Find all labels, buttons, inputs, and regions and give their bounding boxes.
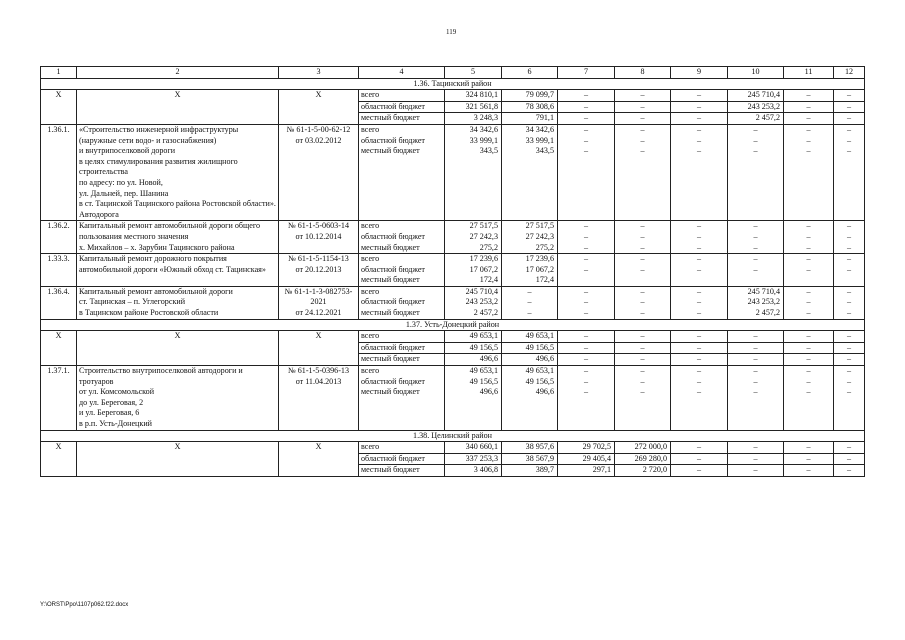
- value-cell: 337 253,3: [445, 453, 502, 465]
- budget-type-cell: областной бюджет: [359, 453, 445, 465]
- column-header: 5: [445, 67, 502, 79]
- value-cell: 17 239,6 17 067,2 172,4: [502, 254, 558, 287]
- budget-type-cell: всего: [359, 90, 445, 102]
- value-cell: –: [834, 331, 865, 343]
- column-header: 11: [784, 67, 834, 79]
- value-cell: –: [671, 465, 728, 477]
- budget-table: [40, 66, 865, 477]
- item-name-cell: Капитальный ремонт автомобильной дороги общего пользования местного значения х. Михайлов – х. Зарубин Тацинского района: [77, 221, 279, 254]
- table-row: [41, 366, 865, 431]
- value-cell: – – –: [671, 366, 728, 431]
- column-header: 4: [359, 67, 445, 79]
- item-name-cell: Капитальный ремонт автомобильной дороги ст. Тацинская – п. Углегорский в Тацинском районе Ростовской области: [77, 286, 279, 319]
- document-ref-cell: X: [279, 442, 359, 477]
- value-cell: – – –: [834, 124, 865, 220]
- item-number-cell: 1.36.2.: [41, 221, 77, 254]
- budget-type-cell: местный бюджет: [359, 465, 445, 477]
- value-cell: 340 660,1: [445, 442, 502, 454]
- value-cell: –: [728, 342, 784, 354]
- value-cell: –: [671, 331, 728, 343]
- value-cell: –: [728, 465, 784, 477]
- value-cell: 78 308,6: [502, 101, 558, 113]
- value-cell: –: [671, 442, 728, 454]
- value-cell: –: [558, 113, 615, 125]
- value-cell: – – –: [558, 221, 615, 254]
- section-header-row: [41, 78, 865, 90]
- budget-type-cell: всего областной бюджет местный бюджет: [359, 366, 445, 431]
- column-header: 3: [279, 67, 359, 79]
- section-title: 1.38. Целинский район: [41, 430, 865, 442]
- budget-type-cell: областной бюджет: [359, 342, 445, 354]
- item-name-cell: X: [77, 331, 279, 366]
- document-ref-cell: X: [279, 90, 359, 125]
- value-cell: 34 342,6 33 999,1 343,5: [502, 124, 558, 220]
- budget-type-cell: всего: [359, 442, 445, 454]
- value-cell: – – –: [671, 221, 728, 254]
- value-cell: – – –: [784, 221, 834, 254]
- item-number-cell: X: [41, 442, 77, 477]
- value-cell: – – –: [784, 366, 834, 431]
- value-cell: – – –: [834, 286, 865, 319]
- value-cell: 49 653,1: [445, 331, 502, 343]
- value-cell: 791,1: [502, 113, 558, 125]
- value-cell: 3 406,8: [445, 465, 502, 477]
- value-cell: 29 702,5: [558, 442, 615, 454]
- value-cell: –: [784, 342, 834, 354]
- value-cell: –: [834, 113, 865, 125]
- page-number: 119: [446, 28, 457, 36]
- table-row: [41, 286, 865, 319]
- value-cell: – –: [558, 254, 615, 287]
- value-cell: – – –: [728, 366, 784, 431]
- value-cell: –: [834, 101, 865, 113]
- value-cell: 496,6: [502, 354, 558, 366]
- value-cell: – – –: [558, 366, 615, 431]
- value-cell: –: [671, 342, 728, 354]
- value-cell: – – –: [502, 286, 558, 319]
- value-cell: –: [784, 90, 834, 102]
- document-ref-cell: X: [279, 331, 359, 366]
- value-cell: –: [834, 90, 865, 102]
- item-number-cell: X: [41, 90, 77, 125]
- value-cell: – – –: [558, 124, 615, 220]
- budget-type-cell: всего: [359, 331, 445, 343]
- value-cell: –: [784, 113, 834, 125]
- budget-type-cell: областной бюджет: [359, 101, 445, 113]
- value-cell: –: [558, 354, 615, 366]
- table-row: [41, 442, 865, 454]
- value-cell: –: [558, 331, 615, 343]
- budget-type-cell: всего областной бюджет местный бюджет: [359, 221, 445, 254]
- value-cell: – – –: [834, 221, 865, 254]
- value-cell: –: [784, 101, 834, 113]
- value-cell: 27 517,5 27 242,3 275,2: [502, 221, 558, 254]
- value-cell: 245 710,4 243 253,2 2 457,2: [445, 286, 502, 319]
- value-cell: 17 239,6 17 067,2 172,4: [445, 254, 502, 287]
- value-cell: –: [834, 354, 865, 366]
- column-header: 10: [728, 67, 784, 79]
- value-cell: –: [615, 342, 671, 354]
- value-cell: 49 653,1: [502, 331, 558, 343]
- value-cell: 2 720,0: [615, 465, 671, 477]
- table-row: [41, 221, 865, 254]
- value-cell: –: [728, 331, 784, 343]
- column-header: 9: [671, 67, 728, 79]
- value-cell: –: [784, 354, 834, 366]
- value-cell: –: [671, 113, 728, 125]
- value-cell: – – –: [784, 124, 834, 220]
- column-header: 1: [41, 67, 77, 79]
- value-cell: –: [671, 453, 728, 465]
- value-cell: –: [784, 453, 834, 465]
- item-name-cell: X: [77, 90, 279, 125]
- value-cell: –: [615, 101, 671, 113]
- value-cell: 3 248,3: [445, 113, 502, 125]
- section-title: 1.37. Усть-Донецкий район: [41, 319, 865, 331]
- item-number-cell: 1.33.3.: [41, 254, 77, 287]
- value-cell: –: [728, 442, 784, 454]
- value-cell: 49 156,5: [502, 342, 558, 354]
- column-header: 8: [615, 67, 671, 79]
- table-row: [41, 331, 865, 343]
- item-number-cell: 1.36.4.: [41, 286, 77, 319]
- value-cell: –: [671, 101, 728, 113]
- value-cell: – –: [784, 254, 834, 287]
- value-cell: – – –: [784, 286, 834, 319]
- value-cell: 389,7: [502, 465, 558, 477]
- value-cell: 269 280,0: [615, 453, 671, 465]
- value-cell: –: [558, 342, 615, 354]
- value-cell: –: [615, 113, 671, 125]
- document-ref-cell: № 61-1-5-1154-13 от 20.12.2013: [279, 254, 359, 287]
- budget-type-cell: всего областной бюджет местный бюджет: [359, 254, 445, 287]
- value-cell: –: [784, 465, 834, 477]
- column-header: 12: [834, 67, 865, 79]
- value-cell: –: [728, 354, 784, 366]
- value-cell: – – –: [728, 124, 784, 220]
- value-cell: – –: [728, 254, 784, 287]
- value-cell: 245 710,4 243 253,2 2 457,2: [728, 286, 784, 319]
- value-cell: –: [834, 453, 865, 465]
- item-number-cell: 1.36.1.: [41, 124, 77, 220]
- table-row: [41, 90, 865, 102]
- value-cell: 245 710,4: [728, 90, 784, 102]
- value-cell: 49 653,1 49 156,5 496,6: [502, 366, 558, 431]
- value-cell: 79 099,7: [502, 90, 558, 102]
- value-cell: –: [784, 442, 834, 454]
- document-ref-cell: № 61-1-5-0603-14 от 10.12.2014: [279, 221, 359, 254]
- table-row: [41, 124, 865, 220]
- value-cell: –: [834, 442, 865, 454]
- value-cell: – – –: [671, 124, 728, 220]
- value-cell: –: [728, 453, 784, 465]
- value-cell: – – –: [728, 221, 784, 254]
- value-cell: 496,6: [445, 354, 502, 366]
- value-cell: 38 567,9: [502, 453, 558, 465]
- value-cell: –: [834, 342, 865, 354]
- value-cell: 2 457,2: [728, 113, 784, 125]
- value-cell: 243 253,2: [728, 101, 784, 113]
- value-cell: 324 810,1: [445, 90, 502, 102]
- section-header-row: [41, 319, 865, 331]
- budget-type-cell: всего областной бюджет местный бюджет: [359, 124, 445, 220]
- value-cell: –: [615, 331, 671, 343]
- budget-type-cell: местный бюджет: [359, 113, 445, 125]
- section-title: 1.36. Тацинский район: [41, 78, 865, 90]
- value-cell: –: [558, 101, 615, 113]
- value-cell: –: [671, 354, 728, 366]
- value-cell: 38 957,6: [502, 442, 558, 454]
- value-cell: 34 342,6 33 999,1 343,5: [445, 124, 502, 220]
- column-header: 7: [558, 67, 615, 79]
- value-cell: 297,1: [558, 465, 615, 477]
- value-cell: –: [784, 331, 834, 343]
- document-ref-cell: № 61-1-1-3-082753-2021 от 24.12.2021: [279, 286, 359, 319]
- table-row: [41, 254, 865, 287]
- budget-type-cell: местный бюджет: [359, 354, 445, 366]
- value-cell: – –: [615, 254, 671, 287]
- value-cell: –: [671, 90, 728, 102]
- column-header: 2: [77, 67, 279, 79]
- item-name-cell: Капитальный ремонт дорожного покрытия автомобильной дороги «Южный обход ст. Тацинская»: [77, 254, 279, 287]
- value-cell: –: [615, 354, 671, 366]
- value-cell: – – –: [834, 366, 865, 431]
- column-header: 6: [502, 67, 558, 79]
- item-name-cell: X: [77, 442, 279, 477]
- value-cell: –: [558, 90, 615, 102]
- item-number-cell: X: [41, 331, 77, 366]
- document-ref-cell: № 61-1-5-00-62-12 от 03.02.2012: [279, 124, 359, 220]
- column-header-row: [41, 67, 865, 79]
- value-cell: 49 156,5: [445, 342, 502, 354]
- value-cell: 29 405,4: [558, 453, 615, 465]
- value-cell: 27 517,5 27 242,3 275,2: [445, 221, 502, 254]
- value-cell: – – –: [615, 221, 671, 254]
- value-cell: – – –: [558, 286, 615, 319]
- value-cell: – – –: [615, 286, 671, 319]
- value-cell: –: [834, 465, 865, 477]
- value-cell: 272 000,0: [615, 442, 671, 454]
- document-ref-cell: № 61-1-5-0396-13 от 11.04.2013: [279, 366, 359, 431]
- value-cell: – –: [671, 254, 728, 287]
- item-name-cell: «Строительство инженерной инфраструктуры (наружные сети водо- и газоснабжения) и внутрипоселковой дороги в целях стимулирования развития жилищного строительства по адресу: по ул. Новой, ул. Дальней, пер. Шанина в ст. Тацинской Тацинского района Ростовской области». Автодорога: [77, 124, 279, 220]
- footer-file-path: Y:\ORST\Ppo\1107p062.f22.docx: [40, 602, 129, 608]
- value-cell: – – –: [615, 124, 671, 220]
- value-cell: 321 561,8: [445, 101, 502, 113]
- section-header-row: [41, 430, 865, 442]
- value-cell: – – –: [615, 366, 671, 431]
- value-cell: – –: [834, 254, 865, 287]
- value-cell: –: [615, 90, 671, 102]
- item-number-cell: 1.37.1.: [41, 366, 77, 431]
- budget-type-cell: всего областной бюджет местный бюджет: [359, 286, 445, 319]
- value-cell: 49 653,1 49 156,5 496,6: [445, 366, 502, 431]
- value-cell: – – –: [671, 286, 728, 319]
- item-name-cell: Строительство внутрипоселковой автодороги и тротуаров от ул. Комсомольской до ул. Береговая, 2 и ул. Береговая, 6 в р.п. Усть-Донецкий: [77, 366, 279, 431]
